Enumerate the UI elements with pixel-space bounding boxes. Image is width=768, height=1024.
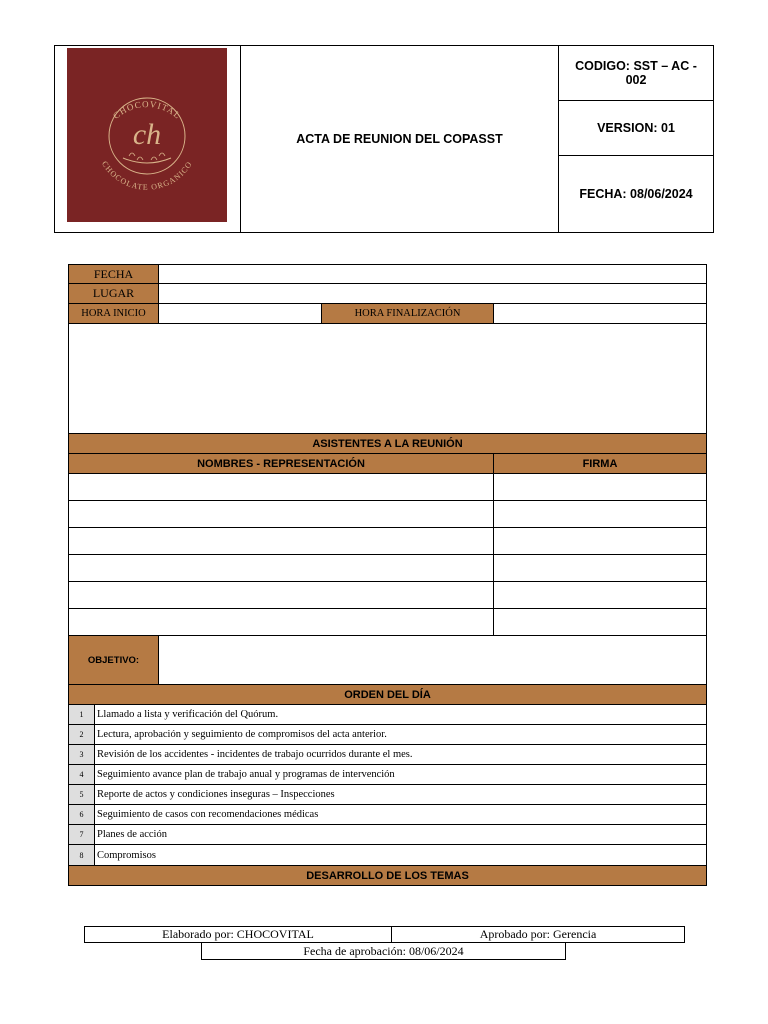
agenda-number: 2	[69, 725, 95, 744]
agenda-item	[68, 725, 707, 745]
attendee-row	[68, 609, 707, 636]
agenda-item	[68, 745, 707, 765]
footer-signatures	[84, 926, 685, 943]
attendee-row	[68, 555, 707, 582]
document-title: ACTA DE REUNION DEL COPASST	[241, 46, 559, 232]
orden-title: ORDEN DEL DÍA	[68, 685, 707, 705]
attendee-name-field[interactable]	[69, 501, 494, 527]
attendee-name-field[interactable]	[69, 609, 494, 635]
asistentes-title: ASISTENTES A LA REUNIÓN	[68, 434, 707, 454]
agenda-item	[68, 805, 707, 825]
hora-inicio-label: HORA INICIO	[69, 304, 159, 323]
desarrollo-title: DESARROLLO DE LOS TEMAS	[68, 866, 707, 886]
lugar-label: LUGAR	[69, 284, 159, 303]
meeting-form	[68, 264, 707, 886]
document-date: FECHA: 08/06/2024	[579, 187, 693, 201]
agenda-text: Revisión de los accidentes - incidentes de trabajo ocurridos durante el mes.	[97, 749, 413, 760]
svg-text:CHOCOLATE ORGANICO	[100, 159, 194, 191]
agenda-item	[68, 785, 707, 805]
agenda-number: 6	[69, 805, 95, 824]
fecha-field[interactable]	[159, 265, 706, 283]
lugar-row	[68, 284, 707, 304]
agenda-text: Lectura, aprobación y seguimiento de compromisos del acta anterior.	[97, 729, 387, 740]
agenda-number: 1	[69, 705, 95, 724]
agenda-number: 4	[69, 765, 95, 784]
attendee-name-field[interactable]	[69, 582, 494, 608]
hora-row	[68, 304, 707, 324]
attendee-row	[68, 474, 707, 501]
logo-tagline: CHOCOLATE ORGANICO	[99, 159, 195, 192]
logo-brand: CHOCOVITAL	[110, 99, 184, 121]
attendee-name-field[interactable]	[69, 474, 494, 500]
objetivo-row	[68, 636, 707, 685]
attendee-signature-field[interactable]	[494, 555, 706, 581]
agenda-number: 5	[69, 785, 95, 804]
document-version: VERSION: 01	[559, 101, 713, 156]
attendee-signature-field[interactable]	[494, 609, 706, 635]
agenda-item	[68, 765, 707, 785]
attendee-name-field[interactable]	[69, 528, 494, 554]
attendee-name-field[interactable]	[69, 555, 494, 581]
fecha-row	[68, 264, 707, 284]
attendee-signature-field[interactable]	[494, 501, 706, 527]
attendee-row	[68, 528, 707, 555]
nombres-header: NOMBRES - REPRESENTACIÓN	[69, 454, 494, 473]
hora-fin-label: HORA FINALIZACIÓN	[322, 304, 494, 323]
attendee-signature-field[interactable]	[494, 528, 706, 554]
document-meta	[559, 46, 713, 232]
agenda-item	[68, 705, 707, 725]
agenda-number: 7	[69, 825, 95, 844]
notes-area[interactable]	[68, 324, 707, 434]
agenda-text: Compromisos	[97, 849, 156, 861]
objetivo-field[interactable]	[159, 636, 706, 684]
agenda-text: Seguimiento avance plan de trabajo anual y programas de intervención	[97, 769, 395, 780]
logo-cell	[55, 46, 241, 232]
attendee-row	[68, 582, 707, 609]
attendee-signature-field[interactable]	[494, 582, 706, 608]
aprobado-por: Aprobado por: Gerencia	[479, 927, 597, 941]
elaborado-por: Elaborado por: CHOCOVITAL	[85, 927, 392, 942]
hora-inicio-field[interactable]	[159, 304, 322, 323]
fecha-label: FECHA	[69, 265, 159, 283]
agenda-text: Reporte de actos y condiciones inseguras – Inspecciones	[97, 789, 335, 800]
attendee-signature-field[interactable]	[494, 474, 706, 500]
company-logo	[67, 48, 227, 222]
attendee-row	[68, 501, 707, 528]
agenda-item	[68, 825, 707, 845]
agenda-text: Llamado a lista y verificación del Quórum.	[97, 709, 279, 720]
agenda-number: 8	[69, 845, 95, 865]
agenda-text: Seguimiento de casos con recomendaciones médicas	[97, 809, 319, 820]
logo-emblem-icon	[67, 48, 227, 222]
fecha-aprobacion: Fecha de aprobación: 08/06/2024	[201, 942, 566, 960]
document-header	[54, 45, 714, 233]
firma-header: FIRMA	[582, 457, 618, 470]
agenda-text: Planes de acción	[97, 829, 167, 840]
logo-monogram: ch	[132, 118, 162, 151]
document-code: CODIGO: SST – AC - 002	[559, 46, 713, 101]
asistentes-header-row	[68, 454, 707, 474]
agenda-item	[68, 845, 707, 866]
agenda-number: 3	[69, 745, 95, 764]
objetivo-label: OBJETIVO:	[69, 636, 159, 684]
hora-fin-field[interactable]	[494, 304, 706, 323]
lugar-field[interactable]	[159, 284, 706, 303]
